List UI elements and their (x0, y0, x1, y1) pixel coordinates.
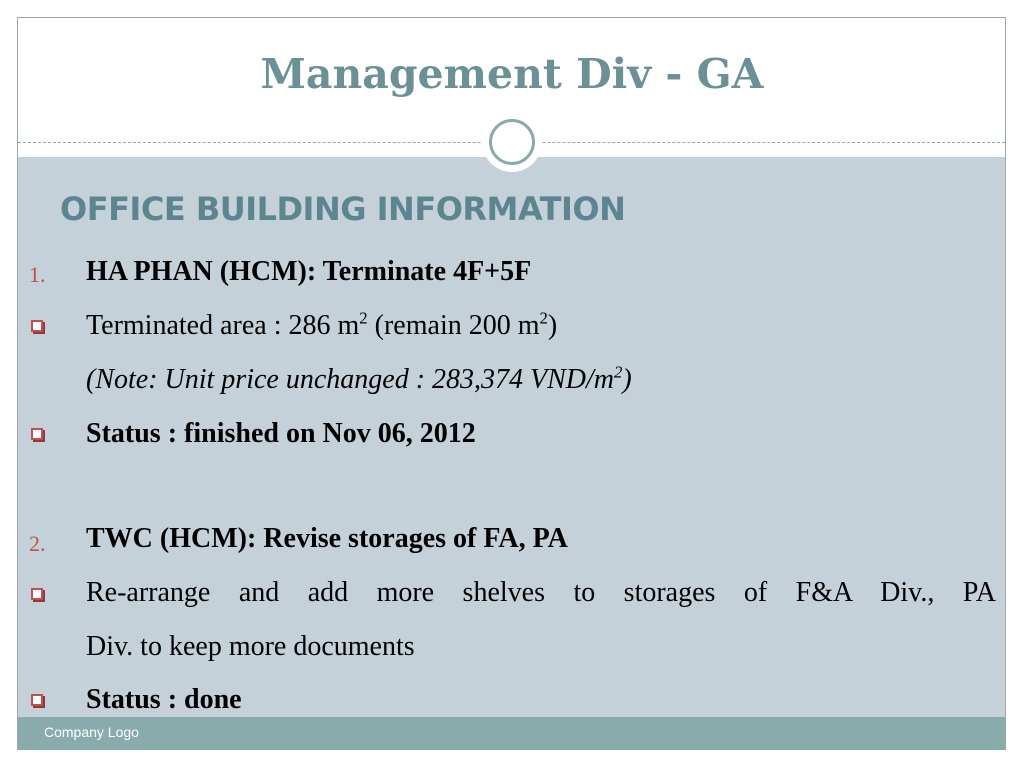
section2-status: Status : done (86, 684, 242, 715)
footer-bar (18, 717, 1005, 750)
slide-title: Management Div - GA (260, 50, 764, 98)
section2-number: 2. (29, 531, 46, 556)
section1-status: Status : finished on Nov 06, 2012 (86, 418, 476, 449)
square-bullet-icon (31, 320, 43, 332)
unit-price-note: (Note: Unit price unchanged : 283,374 VND/$m^2$) (86, 362, 632, 395)
section1-heading: HA PHAN (HCM): Terminate 4F+5F (86, 256, 532, 287)
terminated-area-text: Terminated area : 286 $m^2$ (remain 200 $m^2$) (86, 308, 558, 341)
divider-ring-icon (489, 119, 535, 165)
storage-description-line2: Div. to keep more documents (86, 631, 415, 662)
section1-number: 1. (29, 262, 46, 287)
slide-subtitle: OFFICE BUILDING INFORMATION (60, 190, 626, 228)
section2-heading: TWC (HCM): Revise storages of FA, PA (86, 523, 568, 554)
storage-description-line1: Re-arrange and add more shelves to storages of F&A Div., PA (86, 577, 996, 608)
square-bullet-icon (31, 694, 43, 706)
square-bullet-icon (31, 428, 43, 440)
company-logo-text: Company Logo (44, 724, 139, 740)
square-bullet-icon (31, 588, 43, 600)
